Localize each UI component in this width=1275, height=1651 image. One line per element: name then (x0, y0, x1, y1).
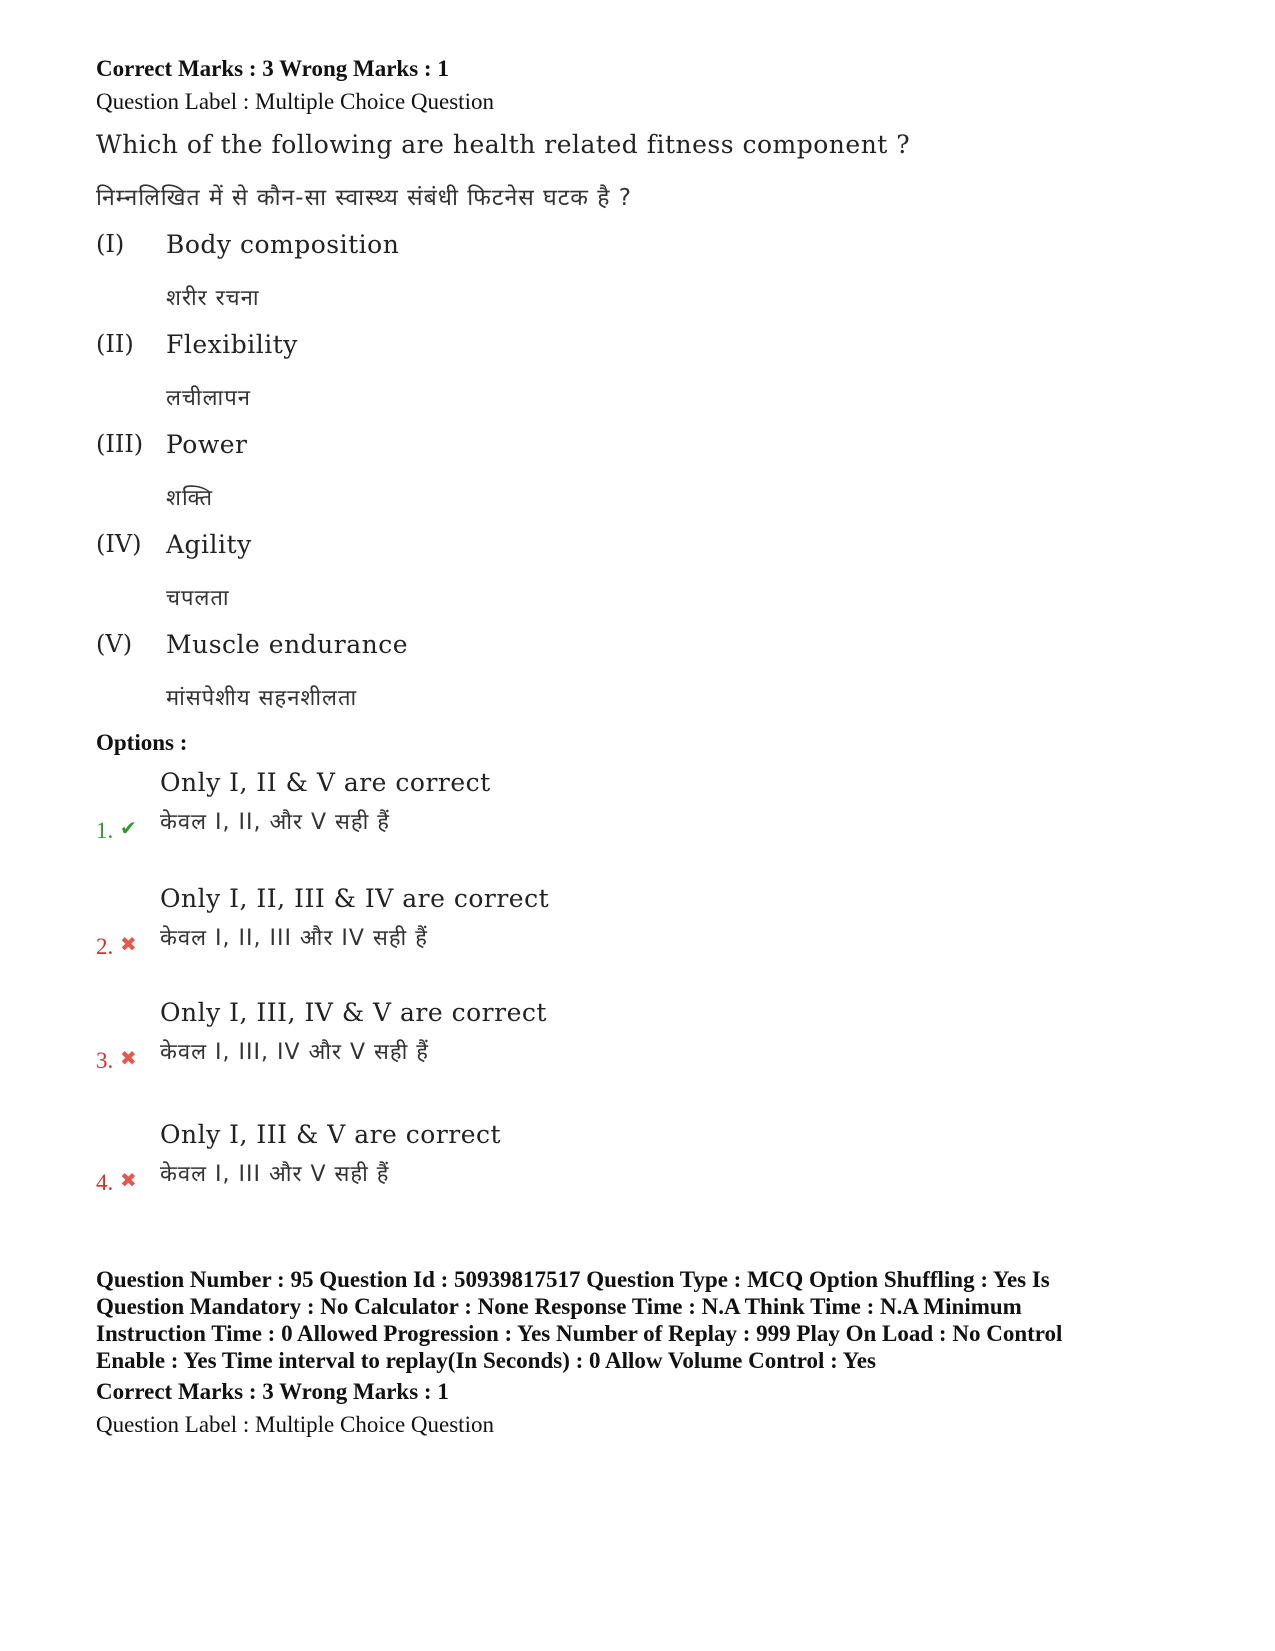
item-number: (III) (96, 430, 144, 458)
item-number: (II) (96, 330, 134, 358)
check-icon: ✔ (120, 816, 137, 840)
item-number: (V) (96, 630, 133, 658)
question-text-en: Which of the following are health related fitness component ? (96, 130, 911, 159)
item-text-hi: लचीलापन (166, 386, 251, 411)
question-label: Question Label : Multiple Choice Question (96, 1412, 494, 1437)
cross-icon: ✖ (120, 1168, 137, 1192)
question-label: Question Label : Multiple Choice Question (96, 89, 494, 114)
item-text-en: Muscle endurance (166, 630, 409, 659)
item-text-hi: मांसपेशीय सहनशीलता (166, 686, 358, 711)
item-number: (IV) (96, 530, 142, 558)
option-text-hi: केवल I, II, III और IV सही हैं (160, 926, 428, 951)
option-text-en: Only I, III & V are correct (160, 1120, 502, 1149)
option-text-hi: केवल I, II, और V सही हैं (160, 810, 390, 835)
options-heading: Options : (96, 730, 188, 755)
item-text-hi: चपलता (166, 586, 230, 611)
option-1[interactable] (96, 768, 796, 878)
option-number: 2. (96, 934, 114, 959)
item-text-en: Flexibility (166, 330, 298, 359)
item-number: (I) (96, 230, 125, 258)
option-3[interactable] (96, 998, 796, 1108)
option-text-hi: केवल I, III, IV और V सही हैं (160, 1040, 429, 1065)
marks-line: Correct Marks : 3 Wrong Marks : 1 (96, 56, 449, 81)
option-text-hi: केवल I, III और V सही हैं (160, 1162, 390, 1187)
option-number: 3. (96, 1048, 114, 1073)
item-text-en: Body composition (166, 230, 400, 259)
question-text-hi: निम्नलिखित में से कौन-सा स्वास्थ्य संबंधी फिटनेस घटक है ? (96, 185, 633, 211)
option-text-en: Only I, II, III & IV are correct (160, 884, 550, 913)
item-text-hi: शक्ति (166, 486, 213, 511)
item-text-en: Agility (166, 530, 252, 559)
cross-icon: ✖ (120, 1046, 137, 1070)
item-text-en: Power (166, 430, 248, 459)
cross-icon: ✖ (120, 932, 137, 956)
item-text-hi: शरीर रचना (166, 286, 260, 311)
option-text-en: Only I, II & V are correct (160, 768, 491, 797)
option-4[interactable] (96, 1120, 796, 1230)
option-number: 4. (96, 1170, 114, 1195)
option-2[interactable] (96, 884, 796, 994)
option-text-en: Only I, III, IV & V are correct (160, 998, 547, 1027)
marks-line: Correct Marks : 3 Wrong Marks : 1 (96, 1379, 449, 1404)
option-number: 1. (96, 818, 114, 843)
question-metadata: Question Number : 95 Question Id : 50939817517 Question Type : MCQ Option Shuffling : Yes Is Question Mandatory : No Calculator : None Response Time : N.A Think Time : N.A Minimum Instruction Time : 0 Allowed Progression : Yes Number of Replay : 999 Play On Load : No Control Enable : Yes Time interval to replay(In Seconds) : 0 Allow Volume Control : Yes (96, 1267, 1063, 1373)
